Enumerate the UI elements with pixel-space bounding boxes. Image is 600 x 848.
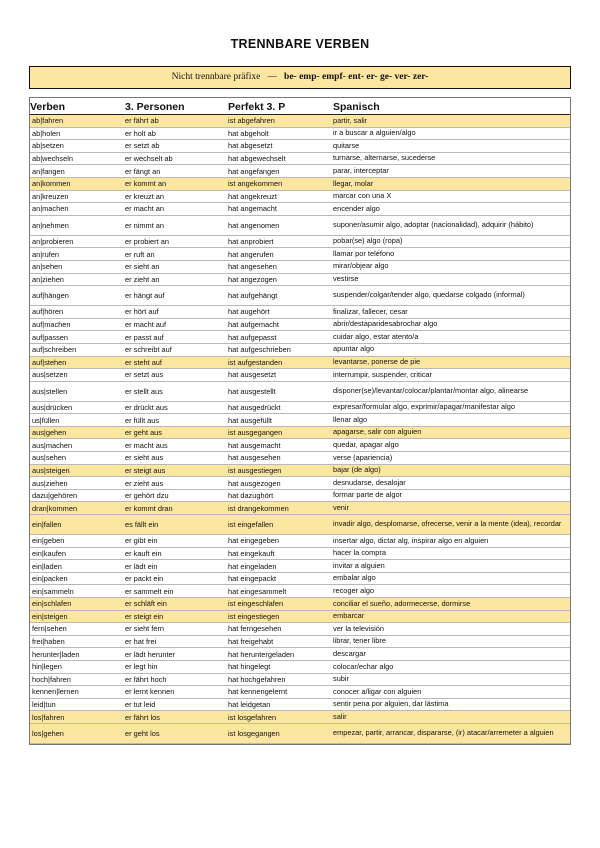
verb-cell: ein|sammeln	[32, 586, 74, 596]
spanisch-cell: interrumpir, suspender, criticar	[333, 369, 432, 379]
perfekt-cell: hat heruntergeladen	[228, 649, 295, 659]
verb-cell: hin|legen	[32, 662, 62, 672]
person3-cell: er fährt hoch	[125, 674, 167, 684]
perfekt-cell: hat ausgedrückt	[228, 402, 281, 412]
verb-cell: auf|machen	[32, 320, 71, 330]
spanisch-cell: cuidar algo, estar atento/a	[333, 331, 419, 341]
table-row	[30, 427, 570, 440]
perfekt-cell: hat angesehen	[228, 262, 277, 272]
perfekt-cell: ist angekommen	[228, 179, 283, 189]
person3-cell: er drückt aus	[125, 402, 168, 412]
table-row	[30, 153, 570, 166]
verb-cell: an|ziehen	[32, 274, 64, 284]
person3-cell: er legt hin	[125, 662, 158, 672]
table-row	[30, 140, 570, 153]
table-row	[30, 477, 570, 490]
person3-cell: er sammelt ein	[125, 586, 174, 596]
spanisch-cell: insertar algo, dictar alg, inspirar algo en alguien	[333, 535, 489, 545]
person3-cell: er kommt dran	[125, 503, 173, 513]
banner-dash: —	[267, 72, 277, 82]
verb-cell: an|fangen	[32, 166, 65, 176]
person3-cell: er steigt aus	[125, 465, 166, 475]
perfekt-cell: hat ausgezogen	[228, 478, 281, 488]
spanisch-cell: parar, interceptar	[333, 165, 389, 175]
table-row	[30, 414, 570, 427]
verb-cell: aus|ziehen	[32, 478, 68, 488]
perfekt-cell: hat angerufen	[228, 249, 274, 259]
perfekt-cell: hat ausgefüllt	[228, 415, 272, 425]
header-perfekt: Perfekt 3. P	[228, 101, 286, 113]
perfekt-cell: hat aufgepasst	[228, 332, 277, 342]
spanisch-cell: conciliar el sueño, adormecerse, dormirse	[333, 598, 471, 608]
verb-cell: ab|wechseln	[32, 154, 73, 164]
person3-cell: er zieht an	[125, 274, 160, 284]
person3-cell: er lädt herunter	[125, 649, 176, 659]
verb-cell: an|rufen	[32, 249, 59, 259]
table-row	[30, 382, 570, 402]
table-row	[30, 216, 570, 236]
banner-label: Nicht trennbare präfixe	[171, 72, 261, 82]
verb-cell: los|gehen	[32, 728, 64, 738]
person3-cell: er lernt kennen	[125, 687, 175, 697]
verb-cell: hoch|fahren	[32, 674, 71, 684]
person3-cell: er kauft ein	[125, 548, 162, 558]
header-person3: 3. Personen	[125, 101, 185, 113]
verb-cell: auf|stehen	[32, 357, 67, 367]
table-row	[30, 724, 570, 744]
spanisch-cell: ver la televisión	[333, 623, 384, 633]
spanisch-cell: quitarse	[333, 140, 360, 150]
perfekt-cell: hat anprobiert	[228, 237, 274, 247]
table-row	[30, 535, 570, 548]
spanisch-cell: salir	[333, 711, 347, 721]
verb-cell: frei|haben	[32, 637, 65, 647]
spanisch-cell: formar parte de algor	[333, 490, 403, 500]
table-row	[30, 331, 570, 344]
perfekt-cell: hat eingepackt	[228, 574, 277, 584]
table-row	[30, 548, 570, 561]
spanisch-cell: venir	[333, 502, 350, 512]
table-row	[30, 178, 570, 191]
table-row	[30, 661, 570, 674]
perfekt-cell: ist abgefahren	[228, 116, 275, 126]
perfekt-cell: hat kennengelernt	[228, 687, 288, 697]
perfekt-cell: hat abgesetzt	[228, 141, 273, 151]
perfekt-cell: ist aufgestanden	[228, 357, 283, 367]
person3-cell: er packt ein	[125, 574, 164, 584]
verb-cell: ein|kaufen	[32, 548, 66, 558]
verb-cell: an|probieren	[32, 237, 74, 247]
header-spanisch: Spanisch	[333, 100, 380, 113]
table-row	[30, 319, 570, 332]
verb-cell: auf|hören	[32, 307, 64, 317]
verb-cell: los|fahren	[32, 712, 65, 722]
person3-cell: er passt auf	[125, 332, 164, 342]
person3-cell: er steht auf	[125, 357, 162, 367]
person3-cell: er geht aus	[125, 428, 162, 438]
perfekt-cell: hat aufgehängt	[228, 291, 278, 301]
perfekt-cell: hat augehört	[228, 307, 270, 317]
perfekt-cell: ist drangekommen	[228, 503, 289, 513]
perfekt-cell: hat eingegeben	[228, 536, 279, 546]
table-row	[30, 439, 570, 452]
person3-cell: es fällt ein	[125, 520, 159, 530]
spanisch-cell: llenar algo	[333, 414, 368, 424]
table-row	[30, 686, 570, 699]
perfekt-cell: hat aufgemacht	[228, 320, 279, 330]
verb-cell: aus|steigen	[32, 465, 70, 475]
verb-cell: leid|tun	[32, 700, 56, 710]
table-row	[30, 585, 570, 598]
table-row	[30, 711, 570, 724]
table-row	[30, 560, 570, 573]
verb-cell: an|nehmen	[32, 220, 69, 230]
person3-cell: er lädt ein	[125, 561, 158, 571]
spanisch-cell: expresar/formular algo, exprimir/apagar/manifestar algo	[333, 402, 515, 412]
table-row	[30, 344, 570, 357]
header-verb: Verben	[30, 101, 66, 113]
person3-cell: er hängt auf	[125, 291, 165, 301]
table-row	[30, 274, 570, 287]
person3-cell: er sieht aus	[125, 453, 164, 463]
spanisch-cell: vestirse	[333, 274, 359, 284]
prefix-banner	[29, 66, 571, 89]
verb-cell: ein|steigen	[32, 611, 68, 621]
spanisch-cell: partir, salir	[333, 115, 368, 125]
spanisch-cell: finalizar, fallecer, cesar	[333, 306, 408, 316]
spanisch-cell: encender algo	[333, 203, 380, 213]
spanisch-cell: recoger algo	[333, 585, 375, 595]
perfekt-cell: ist eingestiegen	[228, 611, 280, 621]
spanisch-cell: ir a buscar a alguien/algo	[333, 128, 416, 138]
spanisch-cell: quedar, apagar algo	[333, 440, 399, 449]
verb-cell: an|kreuzen	[32, 191, 69, 201]
table-row	[30, 115, 570, 128]
perfekt-cell: hat freigehabt	[228, 637, 274, 647]
spanisch-cell: pobar(se) algo (ropa)	[333, 236, 403, 246]
verb-cell: fern|sehen	[32, 624, 67, 634]
perfekt-cell: hat ferngesehen	[228, 624, 282, 634]
person3-cell: er zieht aus	[125, 478, 164, 488]
perfekt-cell: hat angefangen	[228, 166, 280, 176]
verb-cell: auf|schreiben	[32, 345, 77, 355]
banner-prefixes: be- emp- empf- ent- er- ge- ver- zer-	[284, 72, 429, 82]
table-row	[30, 699, 570, 712]
table-row	[30, 203, 570, 216]
verb-table	[29, 97, 571, 745]
spanisch-cell: subir	[333, 674, 350, 684]
person3-cell: er gibt ein	[125, 536, 158, 546]
person3-cell: er füllt aus	[125, 415, 160, 425]
table-row	[30, 261, 570, 274]
spanisch-cell: descargar	[333, 648, 366, 658]
perfekt-cell: hat hochgefahren	[228, 674, 286, 684]
verb-cell: ein|schlafen	[32, 599, 72, 609]
verb-cell: an|sehen	[32, 262, 63, 272]
spanisch-cell: apagarse, salir con alguien	[333, 427, 422, 437]
table-row	[30, 402, 570, 415]
perfekt-cell: hat dazughört	[228, 491, 274, 501]
spanisch-cell: disponer(se)/levantar/colocar/plantar/montar algo, alinearse	[333, 385, 529, 395]
table-row	[30, 128, 570, 141]
person3-cell: er steigt ein	[125, 611, 164, 621]
perfekt-cell: hat ausgesehen	[228, 453, 281, 463]
spanisch-cell: llegar, molar	[333, 178, 374, 188]
verb-cell: us|füllen	[32, 415, 60, 425]
person3-cell: er probiert an	[125, 237, 169, 247]
spanisch-cell: levantarse, ponerse de pie	[333, 357, 421, 367]
spanisch-cell: mirar/objear algo	[333, 261, 389, 271]
table-row	[30, 357, 570, 370]
spanisch-cell: colocar/echar algo	[333, 661, 394, 671]
perfekt-cell: ist eingeschlafen	[228, 599, 284, 609]
spanisch-cell: librar, tener libre	[333, 636, 386, 646]
perfekt-cell: hat angenomen	[228, 220, 280, 230]
perfekt-cell: hat eingeladen	[228, 561, 277, 571]
perfekt-cell: hat ausgemacht	[228, 440, 281, 450]
table-row	[30, 515, 570, 535]
perfekt-cell: hat angemacht	[228, 204, 277, 214]
spanisch-cell: embalar algo	[333, 573, 376, 583]
person3-cell: er kommt an	[125, 179, 167, 189]
person3-cell: er schreibt auf	[125, 345, 172, 355]
table-header	[30, 98, 570, 115]
verb-cell: aus|setzen	[32, 370, 68, 380]
perfekt-cell: hat leidgetan	[228, 700, 271, 710]
table-row	[30, 573, 570, 586]
spanisch-cell: bajar (de algo)	[333, 465, 381, 475]
perfekt-cell: ist ausgegangen	[228, 428, 283, 438]
perfekt-cell: hat eingesammelt	[228, 586, 287, 596]
verb-cell: aus|machen	[32, 440, 73, 450]
table-row	[30, 623, 570, 636]
perfekt-cell: ist eingefallen	[228, 520, 274, 530]
perfekt-cell: hat abgeholt	[228, 128, 269, 138]
verb-cell: ein|geben	[32, 536, 65, 546]
person3-cell: er sieht an	[125, 262, 160, 272]
person3-cell: er macht aus	[125, 440, 168, 450]
table-row	[30, 648, 570, 661]
person3-cell: er geht los	[125, 728, 160, 738]
spanisch-cell: turnarse, alternarse, sucederse	[333, 153, 436, 163]
table-row	[30, 236, 570, 249]
person3-cell: er stellt aus	[125, 386, 163, 396]
verb-cell: kennen|lernen	[32, 687, 79, 697]
perfekt-cell: hat aufgeschrieben	[228, 345, 291, 355]
perfekt-cell: hat ausgestellt	[228, 386, 276, 396]
person3-cell: er kreuzt an	[125, 191, 165, 201]
table-row	[30, 490, 570, 503]
table-row	[30, 191, 570, 204]
spanisch-cell: abrir/destaparidesabrochar algo	[333, 319, 438, 329]
spanisch-cell: hacer la compra	[333, 548, 386, 558]
person3-cell: er setzt ab	[125, 141, 160, 151]
verb-cell: ab|fahren	[32, 116, 64, 126]
spanisch-cell: sentir pena por alguien, dar lástima	[333, 699, 449, 709]
table-row	[30, 286, 570, 306]
spanisch-cell: invitar a alguien	[333, 560, 385, 570]
table-row	[30, 306, 570, 319]
verb-cell: ab|setzen	[32, 141, 64, 151]
spanisch-cell: embarcar	[333, 611, 365, 621]
spanisch-cell: empezar, partir, arrancar, dispararse, (ir) atacar/arremeter a alguien	[333, 728, 554, 738]
person3-cell: er macht auf	[125, 320, 167, 330]
person3-cell: er hört auf	[125, 307, 159, 317]
table-row	[30, 248, 570, 261]
perfekt-cell: hat angekreuzt	[228, 191, 277, 201]
person3-cell: er macht an	[125, 204, 165, 214]
perfekt-cell: ist ausgestiegen	[228, 465, 282, 475]
verb-cell: an|machen	[32, 204, 69, 214]
spanisch-cell: verse (apariencia)	[333, 452, 393, 462]
person3-cell: er fängt an	[125, 166, 161, 176]
table-row	[30, 674, 570, 687]
table-body	[30, 115, 570, 744]
perfekt-cell: ist losgegangen	[228, 728, 280, 738]
perfekt-cell: hat abgewechselt	[228, 154, 286, 164]
verb-cell: aus|sehen	[32, 453, 66, 463]
verb-cell: an|kommen	[32, 179, 71, 189]
spanisch-cell: llamar por teléfono	[333, 248, 395, 258]
spanisch-cell: suponer/asumir algo, adoptar (nacionalidad), adquirir (hábito)	[333, 219, 534, 229]
table-row	[30, 369, 570, 382]
verb-cell: ein|fallen	[32, 520, 62, 530]
verb-cell: aus|stellen	[32, 386, 68, 396]
table-row	[30, 598, 570, 611]
person3-cell: er holt ab	[125, 128, 156, 138]
perfekt-cell: hat hingelegt	[228, 662, 271, 672]
spanisch-cell: desnudarse, desalojar	[333, 477, 406, 487]
person3-cell: er ruft an	[125, 249, 155, 259]
verb-cell: auf|passen	[32, 332, 69, 342]
verb-cell: ein|laden	[32, 561, 62, 571]
person3-cell: er fährt los	[125, 712, 160, 722]
table-row	[30, 636, 570, 649]
table-row	[30, 452, 570, 465]
table-row	[30, 165, 570, 178]
person3-cell: er nimmt an	[125, 220, 165, 230]
verb-cell: ab|holen	[32, 128, 61, 138]
person3-cell: er fährt ab	[125, 116, 159, 126]
spanisch-cell: marcar con una X	[333, 191, 392, 201]
person3-cell: er gehört dzu	[125, 491, 169, 501]
person3-cell: er sieht fern	[125, 624, 165, 634]
person3-cell: er schläft ein	[125, 599, 167, 609]
person3-cell: er setzt aus	[125, 370, 164, 380]
person3-cell: er hat frei	[125, 637, 157, 647]
person3-cell: er wechselt ab	[125, 154, 173, 164]
verb-cell: herunter|laden	[32, 649, 80, 659]
spanisch-cell: suspender/colgar/tender algo, quedarse colgado (informal)	[333, 290, 525, 300]
perfekt-cell: hat angezogen	[228, 274, 277, 284]
verb-cell: ein|packen	[32, 574, 68, 584]
table-row	[30, 502, 570, 515]
perfekt-cell: ist losgefahren	[228, 712, 277, 722]
person3-cell: er tut leid	[125, 700, 156, 710]
perfekt-cell: hat ausgesetzt	[228, 370, 277, 380]
table-row	[30, 465, 570, 478]
perfekt-cell: hat eingekauft	[228, 548, 275, 558]
verb-cell: aus|drücken	[32, 402, 73, 412]
verb-cell: auf|hängen	[32, 291, 69, 301]
table-row	[30, 611, 570, 624]
spanisch-cell: conocer a/ligar con alguien	[333, 686, 422, 696]
verb-cell: dazu|gehören	[32, 491, 78, 501]
verb-cell: aus|gehen	[32, 428, 67, 438]
spanisch-cell: invadir algo, desplomarse, ofrecerse, venir a la mente (idea), recordar	[333, 519, 562, 529]
verb-cell: dran|kommen	[32, 503, 78, 513]
spanisch-cell: apuntar algo	[333, 344, 375, 354]
page-title: TRENNBARE VERBEN	[230, 37, 370, 51]
